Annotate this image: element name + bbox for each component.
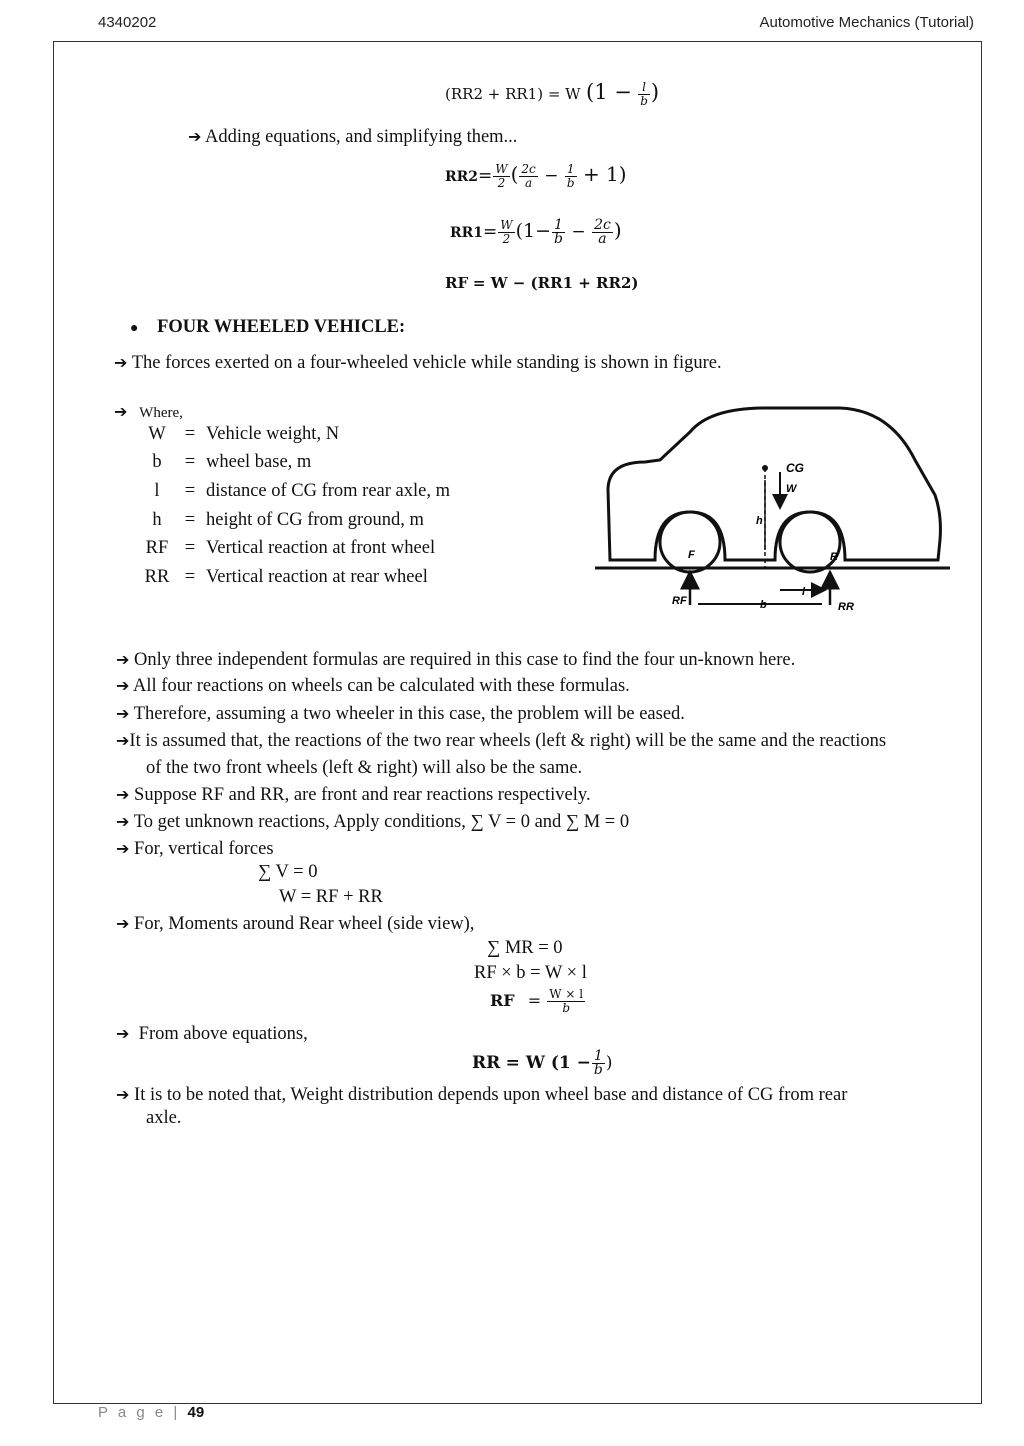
arrow-icon: ➔ [116, 914, 130, 933]
eq1-frac-num: l [638, 81, 650, 95]
rr-close: ) [605, 1053, 613, 1073]
footer-label: P a g e | [98, 1404, 181, 1421]
rr-frac-den: b [593, 1062, 603, 1078]
rr2-minus: − [544, 166, 559, 186]
def-symbol: b [152, 452, 162, 473]
section-title: FOUR WHEELED VEHICLE: [157, 317, 406, 337]
rr1-frac2 [552, 219, 565, 246]
rf-rest: = W − (RR1 + RR2) [472, 274, 639, 292]
rr2-lhs: RR2 [445, 169, 479, 185]
bullet-text: For, vertical forces [134, 839, 274, 859]
rr2-f2n: 2c [521, 162, 536, 176]
rr-mid: = W (1 − [505, 1053, 591, 1073]
rr-label: RR [838, 601, 854, 613]
def-description: wheel base, m [206, 452, 312, 473]
arrow-icon: ➔ [114, 402, 128, 421]
rf-b-equation: RF × b = W × l [474, 963, 587, 983]
rr1-lhs: RR1 [450, 225, 484, 241]
rf-frac-den: b [562, 1001, 571, 1015]
rr1-f3d: a [598, 231, 607, 247]
arrow-icon: ➔ [116, 704, 130, 723]
equation-rr2 [445, 162, 627, 190]
arrow-icon: ➔ [114, 353, 128, 372]
rr1-f2n: 1 [552, 219, 565, 233]
bullet-text: Therefore, assuming a two wheeler in this case, the problem will be eased. [133, 704, 685, 724]
eq1-open: (1 − [586, 80, 632, 104]
bullet-line [116, 914, 474, 935]
car-body-outline [608, 408, 940, 560]
rr2-tail: + 1) [582, 162, 627, 186]
intro-line [114, 353, 722, 374]
definitions-table [140, 420, 450, 592]
rr1-f1n: W [500, 218, 513, 232]
adding-text: Adding equations, and simplifying them... [205, 127, 518, 147]
arrow-icon: ➔ [116, 1024, 130, 1043]
eq1-fraction [638, 81, 650, 108]
rf-label: RF [672, 595, 687, 607]
rf-frac-num: W × l [549, 987, 584, 1001]
bullet-text: To get unknown reactions, Apply conditions, ∑ V = 0 and ∑ M = 0 [133, 812, 630, 832]
def-symbol: RR [144, 566, 170, 587]
def-description: Vertical reaction at rear wheel [206, 566, 428, 587]
sum-v-equation: ∑ V = 0 [258, 862, 318, 882]
rf-lhs: RF [445, 274, 469, 292]
bullet-line [116, 1024, 308, 1045]
cg-label: CG [786, 461, 804, 475]
rr1-f3n: 2c [594, 217, 611, 233]
rr-fraction [592, 1050, 605, 1077]
rr2-frac2 [519, 163, 537, 190]
def-equals: = [184, 423, 196, 444]
arrow-icon: ➔ [116, 1085, 130, 1104]
bullet-continuation: of the two front wheels (left & right) will also be the same. [146, 758, 583, 778]
eq1-frac-den: b [640, 94, 648, 108]
bullet-line [116, 812, 629, 833]
def-symbol: W [148, 423, 166, 444]
rear-wheel [780, 512, 840, 572]
def-symbol: RF [145, 538, 169, 559]
rr2-frac1 [493, 163, 509, 190]
rr-equation [472, 1050, 613, 1077]
f-label: F [688, 549, 695, 561]
rf-fraction [547, 988, 585, 1015]
equation-rr1 [450, 218, 622, 246]
def-equals: = [184, 452, 196, 473]
sum-mr-equation: ∑ MR = 0 [487, 938, 563, 958]
bullet-line [116, 676, 630, 697]
rr2-f3d: b [566, 176, 575, 190]
page-footer [98, 1404, 204, 1421]
definition-row [140, 534, 450, 563]
rr1-mid: (1− [515, 220, 552, 242]
equation-rf [445, 274, 639, 292]
rr1-tail: ) [613, 218, 622, 242]
where-line [114, 402, 183, 422]
rr1-minus: − [571, 222, 586, 242]
bullet-text: All four reactions on wheels can be calculated with these formulas. [133, 676, 630, 696]
rr2-open: ( [510, 162, 519, 186]
def-description: Vertical reaction at front wheel [206, 538, 436, 559]
where-text: Where, [139, 405, 183, 421]
definition-row [140, 420, 450, 449]
vehicle-force-diagram [590, 400, 960, 630]
bullet-text: From above equations, [138, 1024, 308, 1044]
rr1-f2d: b [554, 231, 563, 247]
def-equals: = [184, 566, 196, 587]
rr2-f1d: 2 [497, 176, 506, 190]
rr-lhs: RR [472, 1053, 501, 1073]
def-equals: = [184, 538, 196, 559]
cg-point [762, 465, 768, 471]
bullet-dot-icon: ● [130, 321, 139, 336]
bullet-text: It is assumed that, the reactions of the two rear wheels (left & right) will be the same and the reactions [129, 731, 887, 751]
arrow-icon: ➔ [116, 812, 130, 831]
bullet-line [116, 839, 274, 860]
page-number: 49 [187, 1404, 205, 1421]
arrow-icon: ➔ [116, 785, 130, 804]
rr2-frac3 [565, 163, 577, 190]
arrow-icon: ➔ [188, 127, 202, 146]
definition-row [140, 506, 450, 535]
eq1-close: ) [650, 80, 660, 104]
b-label: b [760, 599, 767, 611]
h-label: h [756, 515, 763, 527]
section-heading [130, 317, 405, 338]
equation-rr-sum [445, 80, 659, 108]
def-equals: = [184, 480, 196, 501]
rr1-f1d: 2 [502, 232, 511, 246]
bullet-text: Suppose RF and RR, are front and rear reactions respectively. [134, 785, 591, 805]
rr2-f1n: W [495, 162, 508, 176]
arrow-icon: ➔ [116, 839, 130, 858]
header-left: 4340202 [98, 14, 157, 31]
rr-frac-num: 1 [592, 1050, 605, 1064]
rf-fraction-equation [490, 988, 586, 1015]
adding-line [188, 127, 517, 148]
bullet-text: It is to be noted that, Weight distribution depends upon wheel base and distance of CG from rear [134, 1085, 848, 1105]
bullet-line [116, 704, 685, 725]
front-wheel [660, 512, 720, 572]
rr1-frac1 [498, 219, 514, 246]
header-right: Automotive Mechanics (Tutorial) [759, 14, 974, 31]
bullet-line [116, 731, 886, 752]
rr2-eq: = [478, 166, 493, 186]
bullet-continuation: axle. [146, 1108, 182, 1128]
eq1-lhs: (RR2 + RR1) = W [445, 85, 581, 103]
definition-row [140, 477, 450, 506]
def-equals: = [184, 509, 196, 530]
rr2-f3n: 1 [565, 163, 577, 177]
bullet-line [116, 650, 795, 671]
def-description: Vehicle weight, N [206, 423, 340, 444]
rr1-frac3 [592, 219, 613, 246]
bullet-text: Only three independent formulas are required in this case to find the four un-known here. [134, 650, 796, 670]
bullet-line [116, 1085, 847, 1106]
definition-row [140, 563, 450, 592]
def-symbol: h [152, 509, 162, 530]
r-label: R [830, 551, 838, 563]
arrow-icon: ➔ [116, 676, 130, 695]
arrow-icon: ➔ [116, 650, 130, 669]
rf-frac-lhs: RF [490, 991, 515, 1010]
rf-frac-eq: = [527, 991, 542, 1010]
intro-text: The forces exerted on a four-wheeled vehicle while standing is shown in figure. [131, 353, 722, 373]
l-label: l [802, 586, 806, 598]
def-description: distance of CG from rear axle, m [206, 480, 451, 501]
rr1-eq: = [483, 222, 498, 242]
rr2-f2d: a [525, 176, 533, 190]
def-symbol: l [154, 480, 160, 501]
bullet-line [116, 785, 591, 806]
bullet-text: For, Moments around Rear wheel (side view), [134, 914, 475, 934]
definition-row [140, 449, 450, 478]
weight-equation: W = RF + RR [279, 887, 383, 907]
def-description: height of CG from ground, m [206, 509, 424, 530]
w-label: W [786, 483, 797, 495]
arrow-icon: ➔ [116, 731, 130, 750]
